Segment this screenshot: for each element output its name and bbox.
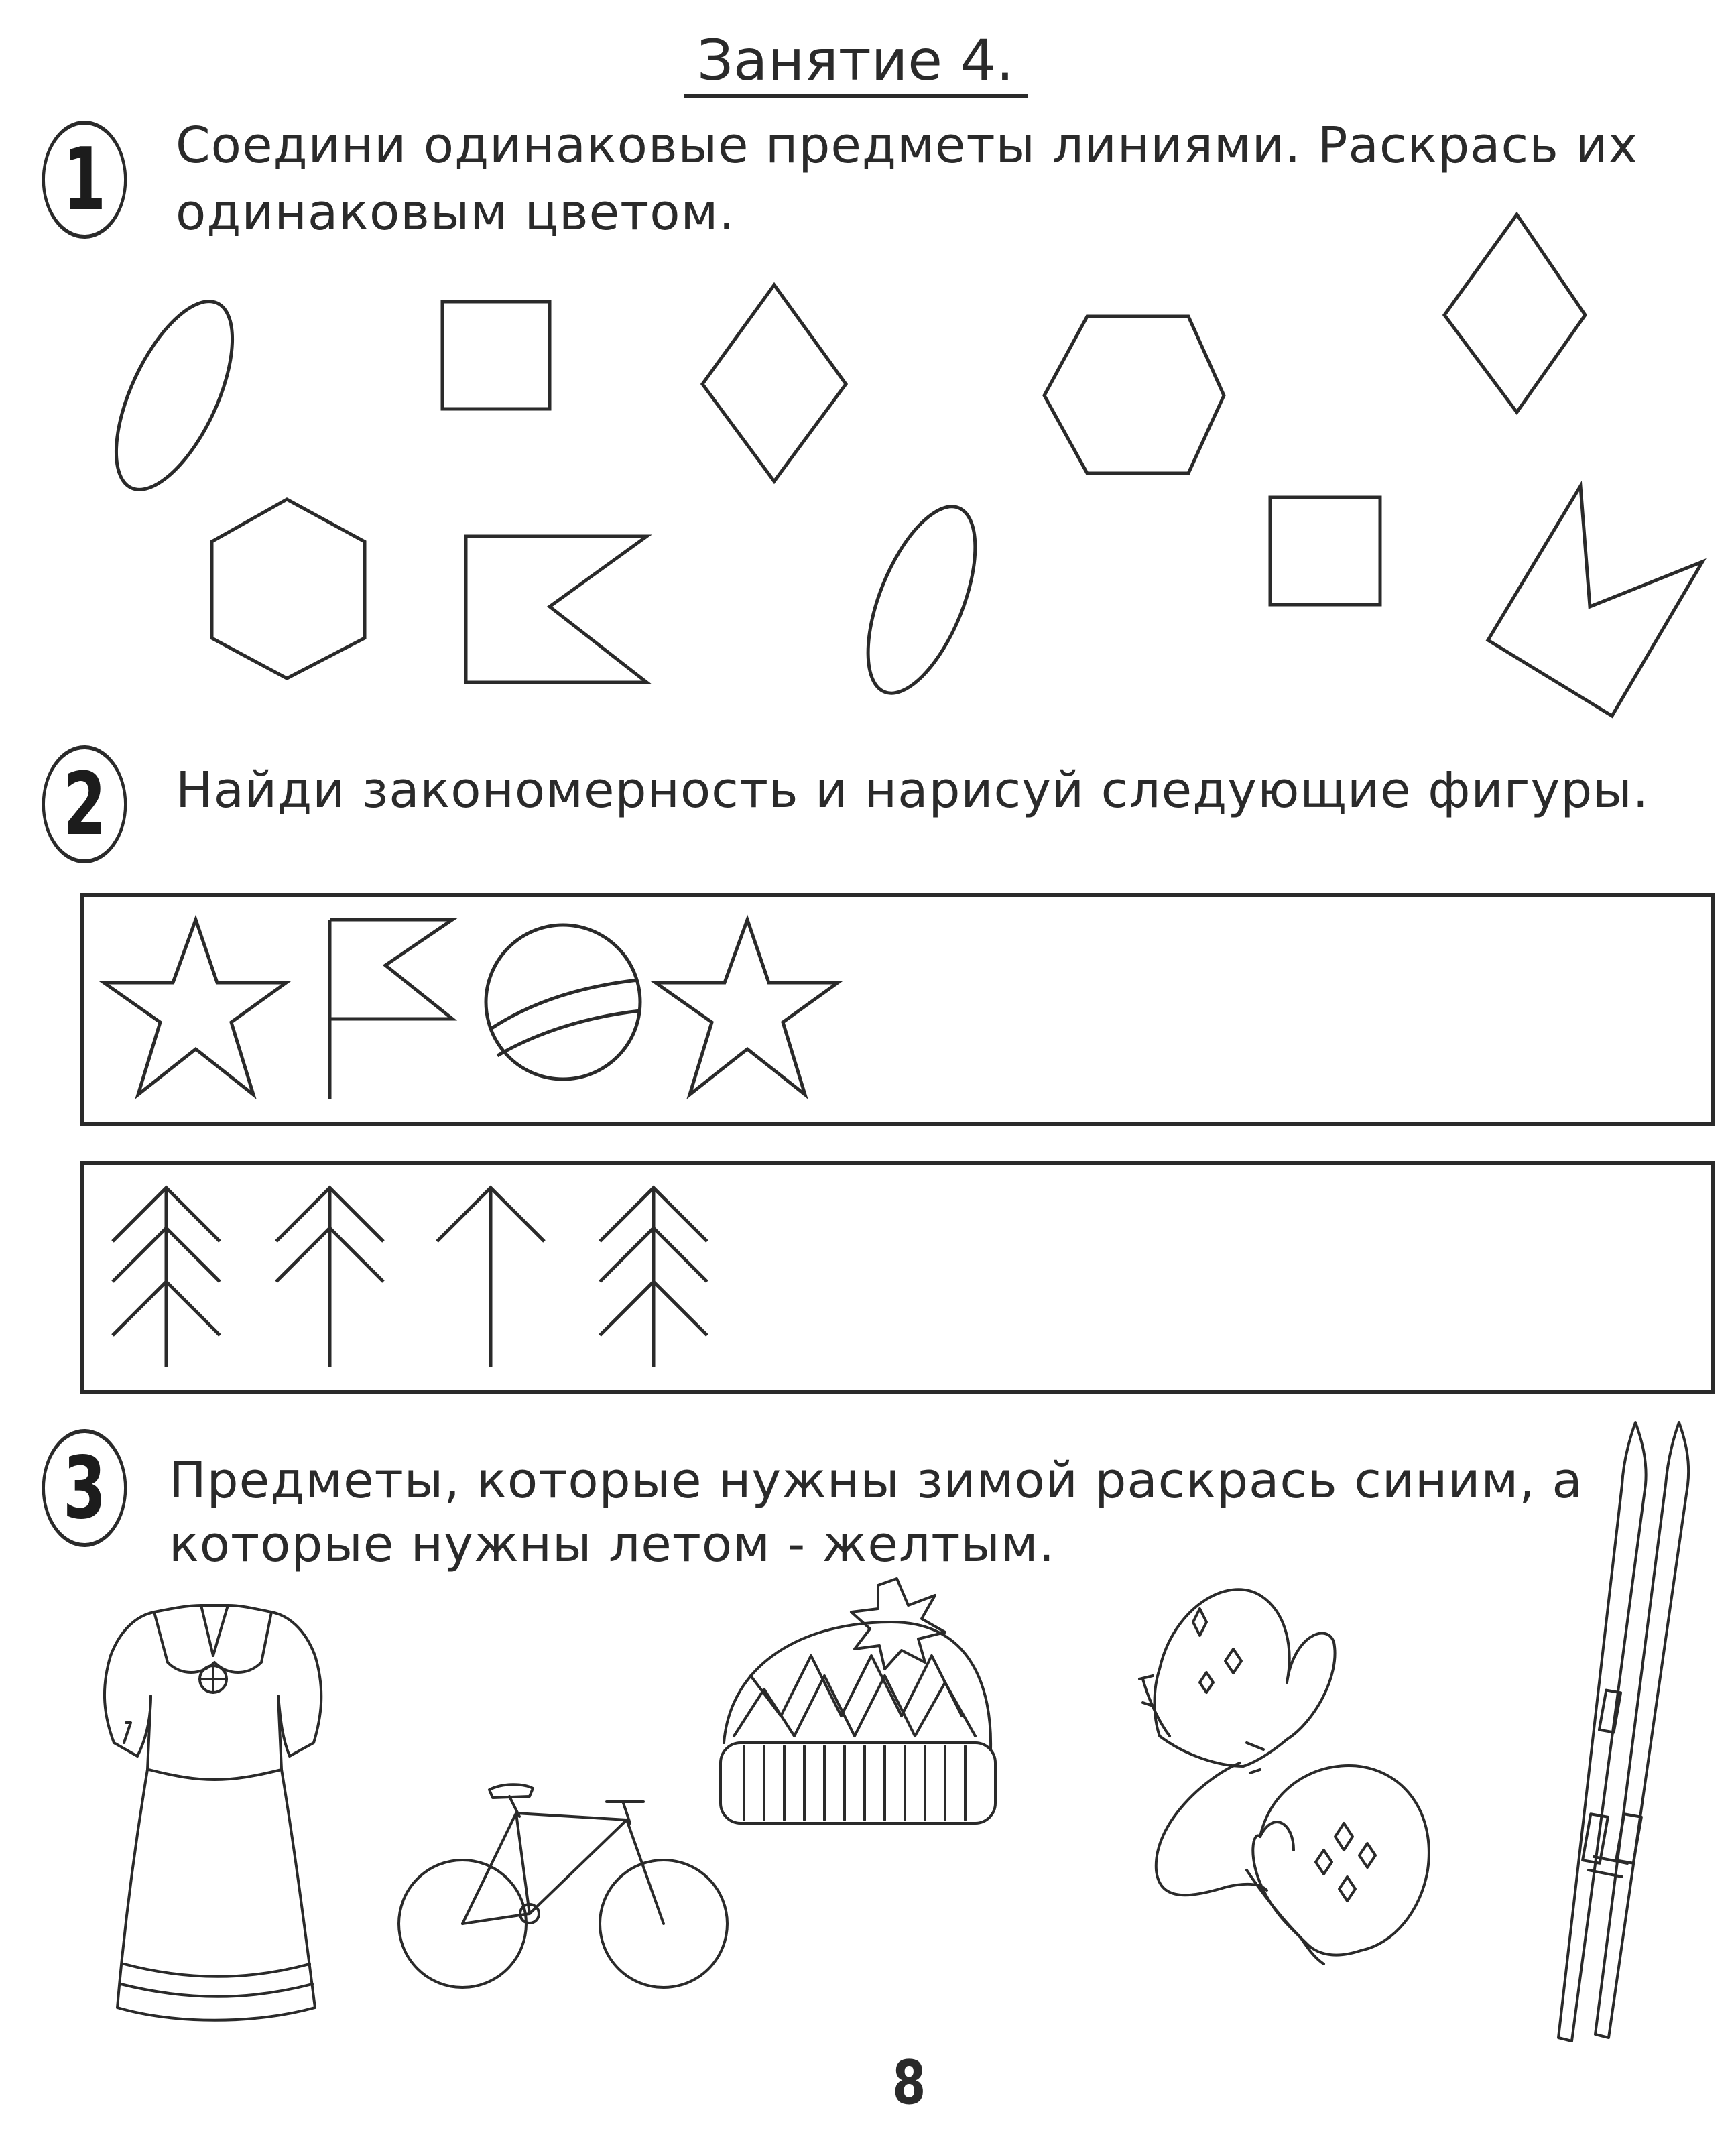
page-title: Занятие 4. — [684, 27, 1028, 98]
page-number: 8 — [892, 2048, 926, 2118]
winter-hat-picture[interactable] — [721, 1579, 995, 1823]
task-3-number-badge: 3 — [42, 1429, 127, 1547]
task-1-instruction-line-2: одинаковым цветом. — [176, 184, 735, 241]
task-3-instruction-line-2: которые нужны летом - желтым. — [169, 1516, 1056, 1573]
bicycle-picture[interactable] — [399, 1784, 727, 1987]
task-1-instruction-line-1: Соедини одинаковые предметы линиями. Раскрась их — [176, 117, 1639, 174]
dress-picture[interactable] — [105, 1605, 321, 2020]
task-2-instruction: Найди закономерность и нарисуй следующие фигуры. — [176, 761, 1650, 819]
task-1-number-badge: 1 — [42, 121, 127, 239]
skis-picture[interactable] — [1558, 1422, 1688, 2041]
task-3-instruction-line-1: Предметы, которые нужны зимой раскрась синим, а — [169, 1452, 1583, 1510]
mittens-picture[interactable] — [1139, 1589, 1429, 1964]
task-2-number-badge: 2 — [42, 745, 127, 863]
